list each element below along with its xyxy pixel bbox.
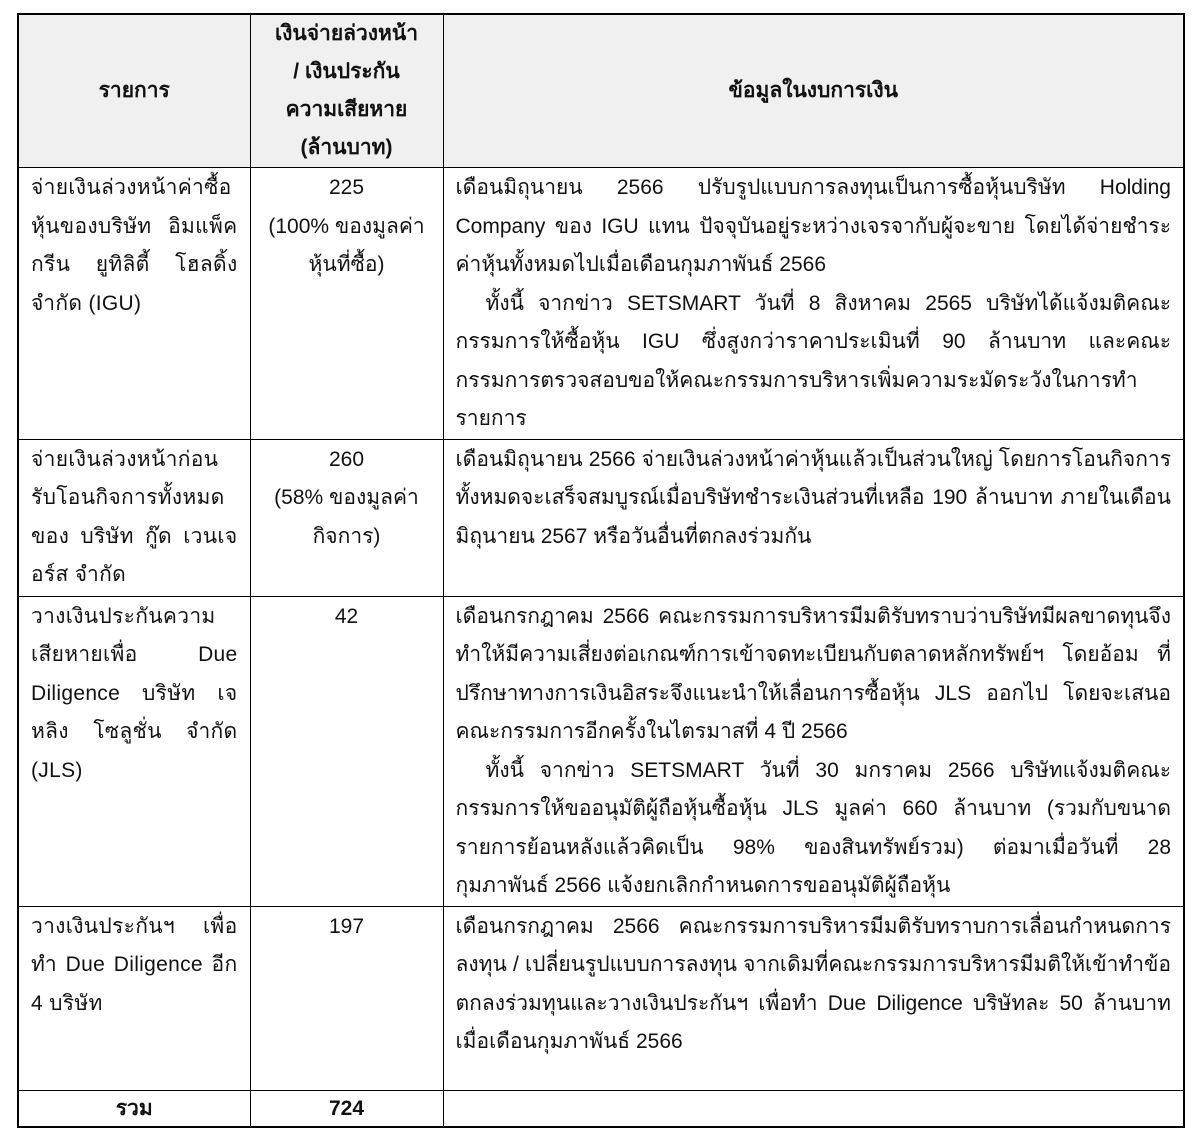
row-info bbox=[443, 596, 1184, 906]
info-paragraph: เดือนมิถุนายน 2566 ปรับรูปแบบการลงทุนเป็นการซื้อหุ้นบริษัท Holding Company ของ IGU แทน ปัจจุบันอยู่ระหว่างเจรจากับผู้จะขาย โดยได้จ่ายชำระค่าหุ้นทั้งหมดไปเมื่อเดือนกุมภาพันธ์ 2566 bbox=[455, 176, 1171, 276]
row-amount-note: (100% ของมูลค่าหุ้นที่ซื้อ) bbox=[268, 214, 425, 276]
row-item: วางเงินประกันฯ เพื่อทำ Due Diligence อีก 4 บริษัท bbox=[18, 906, 250, 1090]
info-paragraph: เดือนกรกฎาคม 2566 คณะกรรมการบริหารมีมติรับทราบว่าบริษัทมีผลขาดทุนจึงทำให้มีความเสี่ยงต่อเกณฑ์การเข้าจดทะเบียนกับตลาดหลักทรัพย์ฯ โดยอ้อม ที่ปรึกษาทางการเงินอิสระจึงแนะนำให้เลื่อนการซื้อหุ้น JLS ออกไป โดยจะเสนอคณะกรรมการอีกครั้งในไตรมาสที่ 4 ปี 2566 bbox=[455, 604, 1171, 743]
table-row bbox=[18, 439, 1184, 596]
financial-statement-table bbox=[17, 13, 1185, 1128]
table-row bbox=[18, 906, 1184, 1090]
header-amount bbox=[250, 14, 443, 168]
row-amount: 260 bbox=[328, 447, 365, 471]
table-header-row bbox=[18, 14, 1184, 168]
table-row bbox=[18, 596, 1184, 906]
header-amount-line: / เงินประกัน bbox=[293, 60, 400, 83]
row-amount-note: (58% ของมูลค่ากิจการ) bbox=[274, 486, 419, 548]
header-amount-line: ความเสียหาย bbox=[285, 98, 408, 121]
row-amount-cell bbox=[250, 168, 443, 440]
total-row bbox=[18, 1090, 1184, 1127]
info-paragraph: ทั้งนี้ จากข่าว SETSMART วันที่ 30 มกราคม 2566 บริษัทแจ้งมติคณะกรรมการให้ขออนุมัติผู้ถือหุ้นซื้อหุ้น JLS มูลค่า 660 ล้านบาท (รวมกับขนาดรายการย้อนหลังแล้วคิดเป็น 98% ของสินทรัพย์รวม) ต่อมาเมื่อวันที่ 28 กุมภาพันธ์ 2566 แจ้งยกเลิกกำหนดการขออนุมัติผู้ถือหุ้น bbox=[455, 758, 1171, 897]
row-info bbox=[443, 168, 1184, 440]
row-amount: 197 bbox=[328, 914, 365, 938]
row-item: จ่ายเงินล่วงหน้าค่าซื้อหุ้นของบริษัท อิมแพ็ค กรีน ยูทิลิตี้ โฮลดิ้ง จำกัด (IGU) bbox=[18, 168, 250, 440]
total-info bbox=[443, 1090, 1184, 1127]
info-paragraph: ทั้งนี้ จากข่าว SETSMART วันที่ 8 สิงหาคม 2565 บริษัทได้แจ้งมติคณะกรรมการให้ซื้อหุ้น IGU ซึ่งสูงกว่าราคาประเมินที่ 90 ล้านบาท และคณะกรรมการตรวจสอบขอให้คณะกรรมการบริหารเพิ่มความระมัดระวังในการทำรายการ bbox=[455, 291, 1171, 430]
total-label: รวม bbox=[18, 1090, 250, 1127]
info-paragraph: เดือนกรกฎาคม 2566 คณะกรรมการบริหารมีมติรับทราบการเลื่อนกำหนดการลงทุน / เปลี่ยนรูปแบบการลงทุน จากเดิมที่คณะกรรมการบริหารมีมติให้เข้าทำข้อตกลงร่วมทุนและวางเงินประกันฯ เพื่อทำ Due Diligence บริษัทละ 50 ล้านบาท เมื่อเดือนกุมภาพันธ์ 2566 bbox=[455, 914, 1171, 1053]
header-item: รายการ bbox=[18, 14, 250, 168]
row-amount-cell bbox=[250, 596, 443, 906]
header-amount-line: เงินจ่ายล่วงหน้า bbox=[274, 22, 419, 45]
row-item: วางเงินประกันความเสียหายเพื่อ Due Diligence บริษัท เจหลิง โซลูชั่น จำกัด (JLS) bbox=[18, 596, 250, 906]
row-info bbox=[443, 439, 1184, 596]
row-info bbox=[443, 906, 1184, 1090]
info-paragraph: เดือนมิถุนายน 2566 จ่ายเงินล่วงหน้าค่าหุ้นแล้วเป็นส่วนใหญ่ โดยการโอนกิจการทั้งหมดจะเสร็จสมบูรณ์เมื่อบริษัทชำระเงินส่วนที่เหลือ 190 ล้านบาท ภายในเดือนมิถุนายน 2567 หรือวันอื่นที่ตกลงร่วมกัน bbox=[455, 447, 1171, 548]
row-amount: 42 bbox=[334, 604, 359, 628]
row-item: จ่ายเงินล่วงหน้าก่อนรับโอนกิจการทั้งหมด ของ บริษัท กู๊ด เวนเจอร์ส จำกัด bbox=[18, 439, 250, 596]
table-row bbox=[18, 168, 1184, 440]
header-amount-line: (ล้านบาท) bbox=[300, 136, 393, 159]
header-info: ข้อมูลในงบการเงิน bbox=[443, 14, 1184, 168]
total-amount: 724 bbox=[250, 1090, 443, 1127]
row-amount: 225 bbox=[328, 176, 365, 199]
row-amount-cell bbox=[250, 906, 443, 1090]
row-amount-cell bbox=[250, 439, 443, 596]
